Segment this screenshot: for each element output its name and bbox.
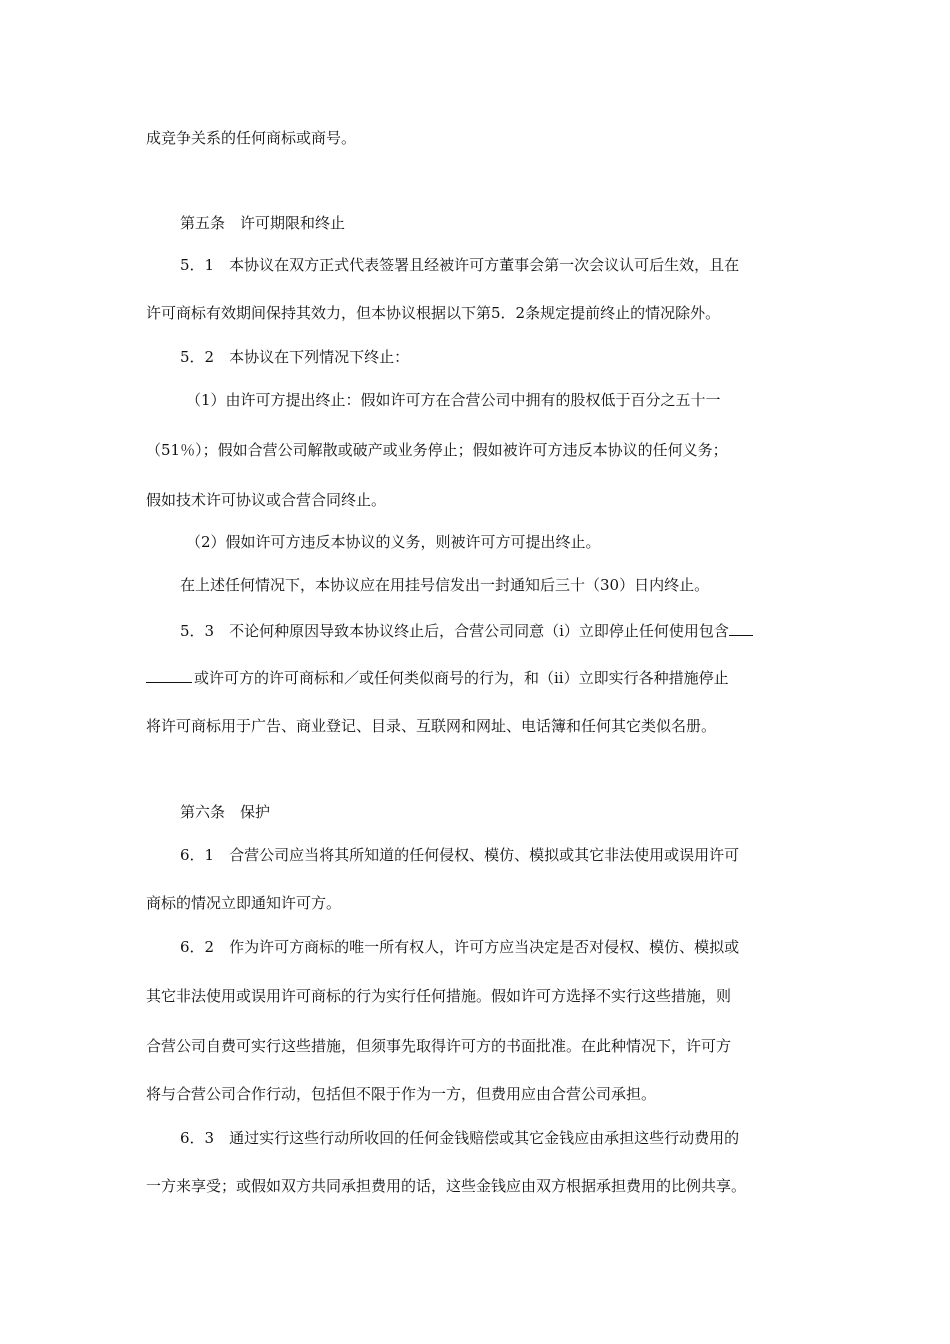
clause-5-2-tail: 在上述任何情况下，本协议应在用挂号信发出一封通知后三十（30）日内终止。 xyxy=(180,576,710,594)
clause-5-3-line-3: 将许可商标用于广告、商业登记、目录、互联网和网址、电话簿和任何其它类似名册。 xyxy=(146,717,717,735)
clause-6-1-line-1: 6．1 合营公司应当将其所知道的任何侵权、模仿、模拟或其它非法使用或误用许可 xyxy=(180,846,740,864)
clause-5-2-1-line-3: 假如技术许可协议或合营合同终止。 xyxy=(146,491,387,509)
clause-6-3-line-2: 一方来享受；或假如双方共同承担费用的话，这些金钱应由双方根据承担费用的比例共享。 xyxy=(146,1177,747,1195)
paragraph-line: 成竞争关系的任何商标或商号。 xyxy=(146,129,357,147)
clause-5-2-1-line-2: （51％）；假如合营公司解散或破产或业务停止；假如被许可方违反本协议的任何义务； xyxy=(146,441,728,459)
clause-5-1-line-2: 许可商标有效期间保持其效力，但本协议根据以下第5．2条规定提前终止的情况除外。 xyxy=(146,304,721,322)
clause-5-1-line-1: 5．1 本协议在双方正式代表签署且经被许可方董事会第一次会议认可后生效，且在 xyxy=(180,256,740,274)
clause-5-3-line-1 xyxy=(180,620,860,641)
article-6-heading: 第六条 保护 xyxy=(180,803,271,821)
clause-6-2-line-4: 将与合营公司合作行动，包括但不限于作为一方，但费用应由合营公司承担。 xyxy=(146,1085,657,1103)
clause-5-2-1-line-1: （1）由许可方提出终止：假如许可方在合营公司中拥有的股权低于百分之五十一 xyxy=(186,391,721,409)
clause-5-3-text: 或许可方的许可商标和／或任何类似商号的行为，和（ii）立即实行各种措施停止 xyxy=(194,669,729,687)
clause-5-3-line-2 xyxy=(146,667,826,688)
clause-6-2-line-1: 6．2 作为许可方商标的唯一所有权人，许可方应当决定是否对侵权、模仿、模拟或 xyxy=(180,938,740,956)
clause-5-2-2: （2）假如许可方违反本协议的义务，则被许可方可提出终止。 xyxy=(186,533,601,551)
clause-6-2-line-3: 合营公司自费可实行这些措施，但须事先取得许可方的书面批准。在此种情况下，许可方 xyxy=(146,1037,732,1055)
clause-5-2: 5．2 本协议在下列情况下终止： xyxy=(180,348,410,366)
blank-underline xyxy=(729,620,753,636)
blank-underline xyxy=(146,667,192,683)
article-5-heading: 第五条 许可期限和终止 xyxy=(180,214,346,232)
clause-6-2-line-2: 其它非法使用或误用许可商标的行为实行任何措施。假如许可方选择不实行这些措施，则 xyxy=(146,987,732,1005)
clause-6-3-line-1: 6．3 通过实行这些行动所收回的任何金钱赔偿或其它金钱应由承担这些行动费用的 xyxy=(180,1129,740,1147)
clause-6-1-line-2: 商标的情况立即通知许可方。 xyxy=(146,894,342,912)
clause-5-3-text: 5．3 不论何种原因导致本协议终止后，合营公司同意（i）立即停止任何使用包含 xyxy=(180,622,729,640)
